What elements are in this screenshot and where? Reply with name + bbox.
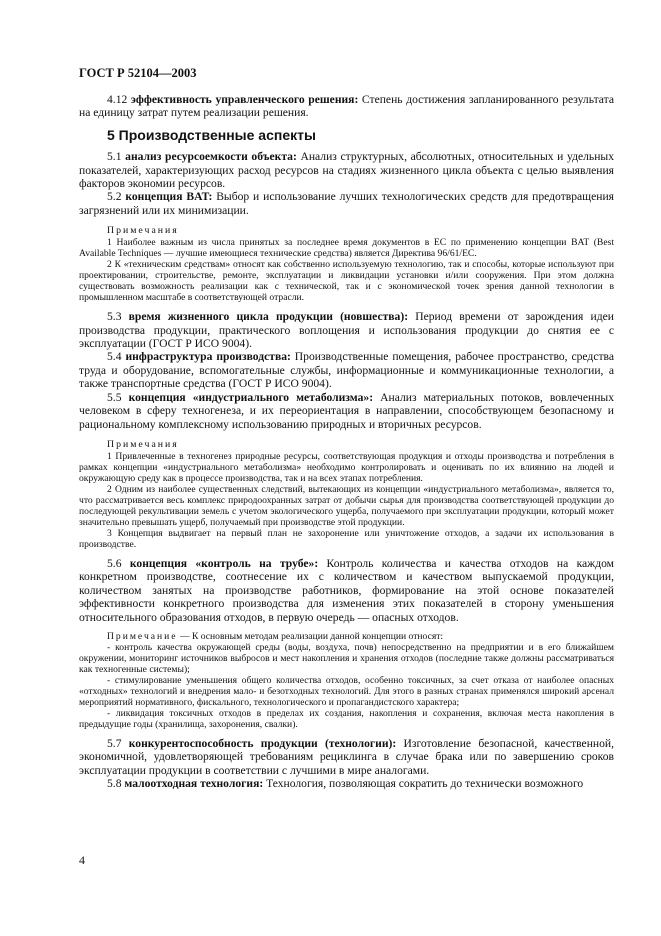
clause-number: 5.5 [107,390,122,404]
note-item: 3 Концепция выдвигает на первый план не захоронение или уничтожение отходов, а задачи их использования в производстве. [79,527,614,550]
clause-text: Анализ материальных потоков, вовлеченных человеком в сферу техногенеза, и их переориентация в направлении, способствующем безопасному и рациональному комплексному использованию природных и вторичных ресурсов. [79,390,614,431]
clause-5-6 [79,557,614,624]
clause-5-8 [79,777,614,790]
clause-term: малоотходная технология: [124,777,264,791]
clause-5-7 [79,737,614,777]
clause-term: время жизненного цикла продукции (новшества): [128,310,409,324]
note-item: 1 Привлеченные в техногенез природные ресурсы, соответствующая продукция и отходы производства и потребления в рамках концепции «индустриального метаболизма» необходимо контролировать и оценивать по их влиянию на людей и окружающую среду как в процессе производства, так и на всех этапах потребления. [79,450,614,484]
clause-text: Выбор и использование лучших технологических средств для предотвращения загрязнений или их минимизации. [79,190,614,217]
clause-text: Технология, позволяющая сократить до технически возможного [263,777,584,791]
clause-5-3 [79,310,614,350]
clause-text: Контроль количества и качества отходов на каждом конкретном производстве, соотнесение их с количеством и качеством выпускаемой продукции, количеством занятых на производстве работников, формирование на этой основе показателей эффективности конкретного производства для изменения этих показателей в сторону уменьшения относительного образования отходов, в первую очередь — опасных отходов. [79,556,615,624]
clause-number: 5.1 [107,150,122,164]
clause-number: 5.2 [107,190,122,204]
clause-term: анализ ресурсоемкости объекта: [125,150,297,164]
clause-number: 5.6 [107,556,122,570]
page-number: 4 [79,853,85,867]
notes-title: Примечание [107,630,178,642]
clause-5-4 [79,350,614,390]
clause-text: Период времени от зарождения идеи производства продукции, практического воплощения и использования продукции до снятия ее с эксплуатации (ГОСТ Р ИСО 9004). [79,310,614,351]
clause-number: 5.7 [107,736,122,750]
clause-term: эффективность управленческого решения: [130,93,359,106]
note-item: 1 Наиболее важным из числа принятых за последнее время документов в ЕС по применению концепции BAT (Best Available Techniques — лучшие имеющиеся технические средства) является Директива 96/61/ЕС. [79,237,614,260]
notes-title: Примечания [107,225,179,237]
note-item: - стимулирование уменьшения общего количества отходов, особенно токсичных, за счет отказа от наиболее опасных «отходных» технологий и внедрения мало- и безотходных технологий. Для этого в разных странах применялся широкий арсенал мероприятий нормативного, фискального, технологического и пропагандистского характера; [79,674,614,708]
clause-5-1 [79,150,614,190]
note-item: - контроль качества окружающей среды (воды, воздуха, почв) непосредственно на предприятии и в его ближайшем окружении, мониторинг источников выбросов и мест накопления и хранения отходов (последние также должны рассматриваться как техногенные системы); [79,641,614,675]
note-lead-text: — К основным методам реализации данной концепции относят: [177,630,444,642]
clause-text: Производственные помещения, рабочее пространство, средства труда и оборудование, вспомогательные службы, информационные и коммуникационные технологии, а также транспортные средства (ГОСТ Р ИСО 9004). [79,350,614,391]
section-heading: 5 Производственные аспекты [107,126,316,143]
clause-term: концепция «индустриального метаболизма»: [128,390,374,404]
clause-5-2 [79,190,614,217]
clause-5-5 [79,391,614,431]
note-lead [79,631,614,642]
clause-number: 5.4 [107,350,122,364]
note-item: 2 Одним из наиболее существенных следствий, вытекающих из концепции «индустриального метаболизма», является то, что рассматривается весь комплекс природоохранных затрат от добычи сырья для производства соответствующей продукции до последующей рекультивации земель с учетом экологического ущерба, получаемого при эксплуатации продукции, который может значительно превышать ущерб, получаемый при производстве этой продукции. [79,483,614,528]
clause-term: концепция BAT: [125,190,213,204]
note-item: 2 К «техническим средствам» относят как собственно используемую технологию, так и способы, которые используют при проектировании, строительстве, ремонте, эксплуатации и ликвидации установки и/или сооружения. При этом должна существовать возможность реализации как с технической, так и с экономической точек зрения данной технологии в промышленном масштабе в соответствующей отрасли. [79,259,614,304]
document-header: ГОСТ Р 52104—2003 [79,66,197,80]
clause-text: Изготовление безопасной, качественной, экономичной, удовлетворяющей требованиям рециклинга в случае брака или по завершению сроков эксплуатации продукции в соответствии с лучшими в мире аналогами. [79,736,615,777]
clause-term: концепция «контроль на трубе»: [129,556,319,570]
document-body [79,93,614,791]
clause-text: Анализ структурных, абсолютных, относительных и удельных показателей, характеризующих расход ресурсов на стадиях жизненного цикла объекта с целью выявления факторов экономии ресурсов. [79,150,614,191]
clause-text: Степень достижения запланированного результата на единицу затрат путем реализации решения. [79,93,614,120]
clause-term: конкурентоспособность продукции (технологии): [128,736,397,750]
note-item: - ликвидация токсичных отходов в пределах их создания, накопления и сохранения, включая места накопления в предыдущие годы (хранилища, захоронения, свалки). [79,707,614,730]
notes-title: Примечания [107,438,179,450]
clause-number: 5.3 [107,310,122,324]
clause-number: 5.8 [107,777,122,791]
clause-term: инфраструктура производства: [125,350,291,364]
clause-number: 4.12 [107,93,128,106]
clause-4-12 [79,93,614,120]
